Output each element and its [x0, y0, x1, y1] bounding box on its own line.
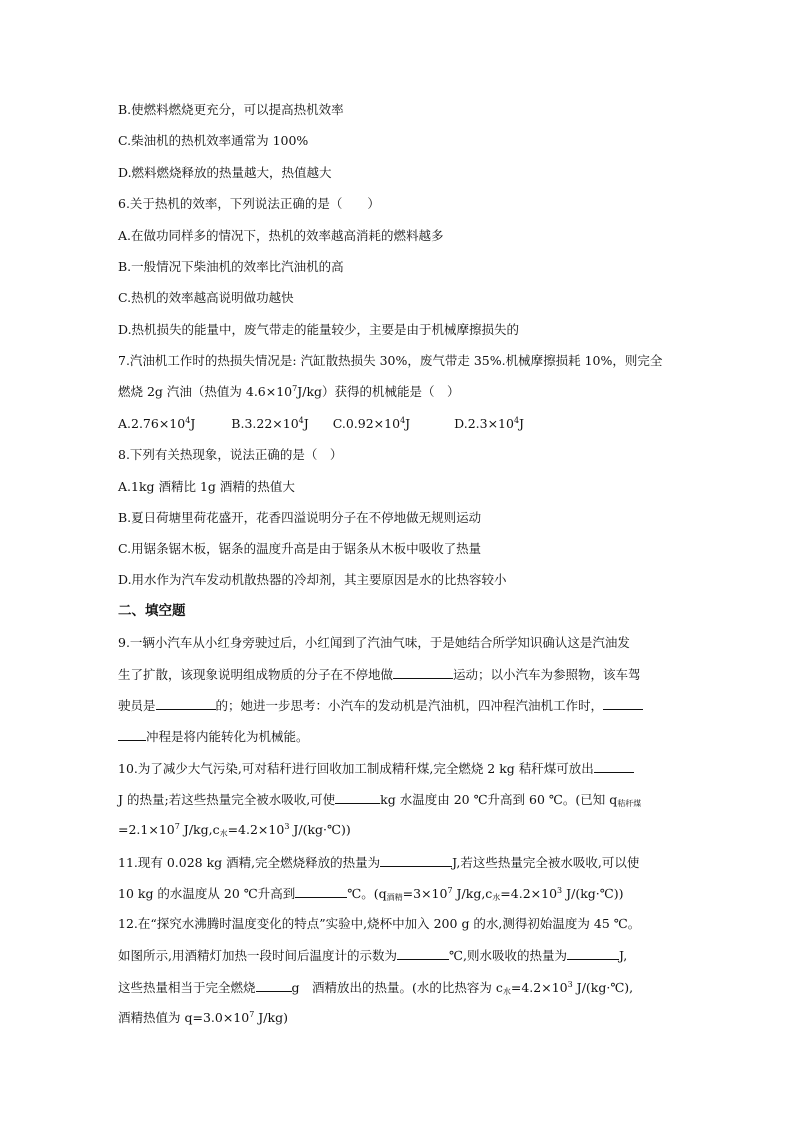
- q6-option-b: B.一般情况下柴油机的效率比汽油机的高: [118, 259, 344, 274]
- q9-line4: 冲程是将内能转化为机械能。: [118, 728, 309, 745]
- q9-line3: 驶员是 的；她进一步思考：小汽车的发动机是汽油机，四冲程汽油机工作时，: [118, 697, 643, 714]
- answer-blank[interactable]: [335, 791, 380, 804]
- q7-option-c: $C.0.92\times 10^4J$: [332, 416, 411, 431]
- q7-option-d: $D.2.3\times 10^4J$: [454, 416, 525, 431]
- q7-option-a: $A.2.76\times 10^4J$: [118, 416, 196, 431]
- q10-line3: $=2.1\times 10^7$ $J/kg,c_水=4.2\times 10^3$ J/(kg·℃)): [118, 822, 351, 838]
- q10-line1: 10.为了减少大气污染,可对秸秆进行回收加工制成精秆煤,完全燃烧 2 kg 秸秆煤可放出: [118, 760, 634, 777]
- answer-blank[interactable]: [380, 854, 452, 867]
- q7-stem-line2: 燃烧 2g 汽油（热值为 $4.6\times 10^7J/kg$）获得的机械能是（ ）: [118, 384, 460, 399]
- q11-line2: 10 kg 的水温度从 20 ℃升高到 ℃。($q_{酒精}=3\times 10^7$ $J/kg,c_水=4.2\times 10^3$ J/(kg·℃)): [118, 886, 624, 902]
- answer-blank[interactable]: [118, 728, 146, 741]
- q12-line1: 12.在“探究水沸腾时温度变化的特点”实验中,烧杯中加入 200 g 的水,测得初始温度为 45 ℃。: [118, 916, 641, 931]
- answer-blank[interactable]: [156, 697, 216, 710]
- q10-line2: J 的热量;若这些热量完全被水吸收,可使 kg 水温度由 20 ℃升高到 60 ℃。(已知 $q_{秸秆煤}$: [118, 792, 642, 808]
- q6-stem: 6.关于热机的效率，下列说法正确的是（ ）: [118, 196, 380, 211]
- q7-options: [118, 416, 524, 432]
- answer-blank[interactable]: [295, 885, 347, 898]
- q6-option-a: A.在做功同样多的情况下，热机的效率越高消耗的燃料越多: [118, 228, 444, 243]
- answer-blank[interactable]: [393, 666, 453, 679]
- answer-blank[interactable]: [397, 947, 449, 960]
- q7-option-b: $B.3.22\times 10^4J$: [231, 416, 309, 431]
- q12-line3: 这些热量相当于完全燃烧 g 酒精放出的热量。(水的比热容为 $c_水=4.2\times 10^3$ J/(kg·℃),: [118, 980, 634, 996]
- q6-option-c: C.热机的效率越高说明做功越快: [118, 290, 294, 305]
- q7-stem-line1: 7.汽油机工作时的热损失情况是: 汽缸散热损失 30%，废气带走 35%.机械摩擦损耗 10%，则完全: [118, 353, 663, 368]
- q8-option-b: B.夏日荷塘里荷花盛开，花香四溢说明分子在不停地做无规则运动: [118, 510, 482, 525]
- q8-option-a: A.1kg 酒精比 1g 酒精的热值大: [118, 479, 295, 494]
- q12-line4: 酒精热值为 $q=3.0\times 10^7$ J/kg): [118, 1010, 288, 1025]
- section-heading-fill-in: 二、填空题: [118, 603, 186, 619]
- q8-option-d: D.用水作为汽车发动机散热器的冷却剂，其主要原因是水的比热容较小: [118, 572, 507, 587]
- q9-line2: 生了扩散，该现象说明组成物质的分子在不停地做 运动；以小汽车为参照物，该车驾: [118, 667, 641, 682]
- q5-option-d: D.燃料燃烧释放的热量越大，热值越大: [118, 165, 332, 180]
- q5-option-b: B.使燃料燃烧更充分，可以提高热机效率: [118, 102, 344, 117]
- q9-line1: 9.一辆小汽车从小红身旁驶过后，小红闻到了汽油气味，于是她结合所学知识确认这是汽油发: [118, 635, 630, 650]
- q6-option-d: D.热机损失的能量中，废气带走的能量较少，主要是由于机械摩擦损失的: [118, 322, 520, 337]
- q11-line1: 11.现有 0.028 kg 酒精,完全燃烧释放的热量为 J,若这些热量完全被水吸收,可以使: [118, 855, 640, 870]
- answer-blank[interactable]: [567, 947, 619, 960]
- q12-line2: 如图所示,用酒精灯加热一段时间后温度计的示数为 ℃,则水吸收的热量为 J,: [118, 948, 628, 963]
- q8-option-c: C.用锯条锯木板，锯条的温度升高是由于锯条从木板中吸收了热量: [118, 541, 482, 556]
- q5-option-c: C.柴油机的热机效率通常为 100%: [118, 133, 309, 148]
- answer-blank[interactable]: [256, 979, 292, 992]
- q8-stem: 8.下列有关热现象，说法正确的是（ ）: [118, 447, 343, 462]
- answer-blank[interactable]: [603, 697, 643, 710]
- answer-blank[interactable]: [594, 760, 634, 773]
